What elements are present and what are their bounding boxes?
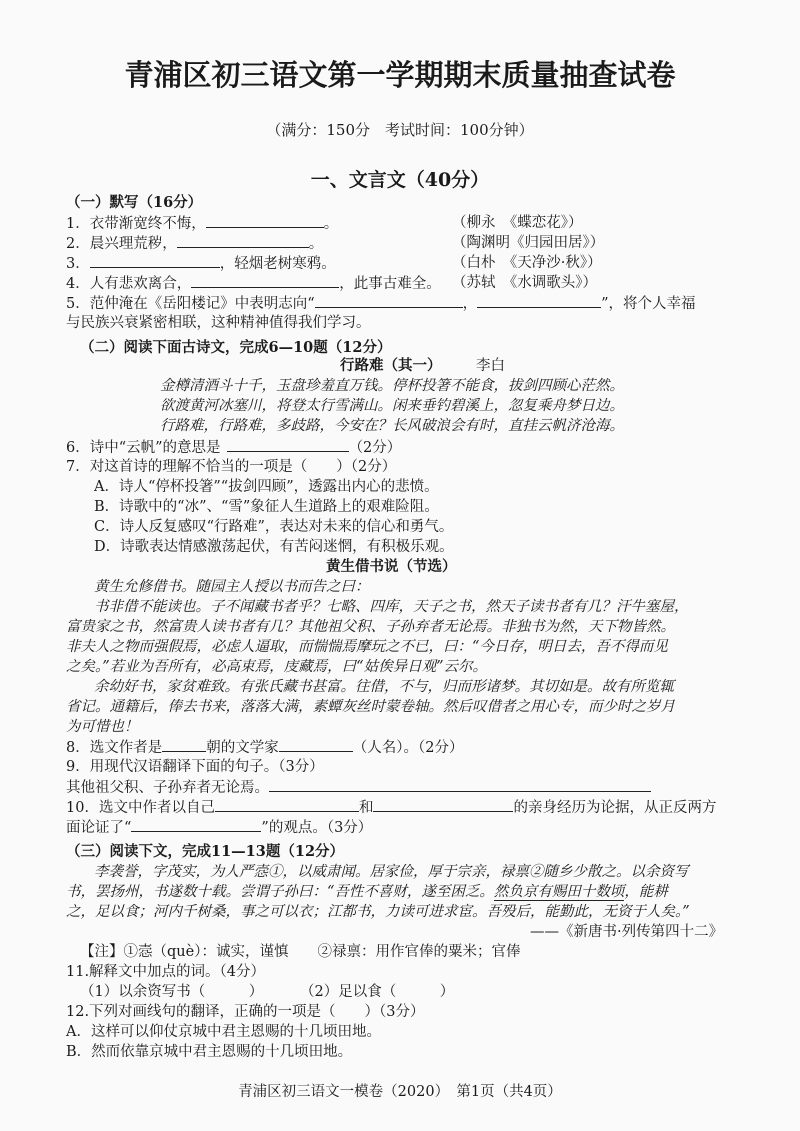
q10-and: 和: [358, 800, 374, 816]
q12: 12.下列对画线句的翻译，正确的一项是（ ）（3分）: [66, 1004, 425, 1020]
q3-text: 3．: [66, 256, 90, 272]
q4-source: （苏轼 《水调歌头》）: [452, 275, 597, 291]
page-footer: 青浦区初三语文一模卷（2020） 第1页（共4页）: [238, 1084, 562, 1100]
q5: [66, 293, 696, 314]
q10-blank-1: [215, 797, 359, 812]
part1-heading: （一）默写（16分）: [66, 194, 203, 211]
q5-text: 5．范仲淹在《岳阳楼记》中表明志向“: [66, 296, 315, 312]
q3-source: （白朴 《天净沙·秋》）: [452, 255, 602, 271]
q2-blank: [177, 233, 309, 248]
q5-cont: 与民族兴衰紧密相联，这种精神值得我们学习。: [66, 315, 371, 331]
q9-blank: [269, 777, 651, 792]
q6: [66, 437, 401, 458]
part3-source: ——《新唐书·列传第四十二》: [530, 924, 724, 940]
essay-line: 富贵家之书，然富贵人读书者有几？其他祖父积、子孙弃者无论焉。非独书为然，天下物皆然。: [66, 619, 675, 635]
essay-line: 黄生允修借书。随园主人授以书而告之曰：: [94, 579, 370, 595]
q5-blank-1: [315, 293, 463, 308]
q5-comma: ，: [462, 296, 478, 312]
q4: [66, 273, 441, 294]
part3-line-tail: ，能耕: [624, 884, 668, 900]
q4-blank: [191, 273, 339, 288]
q2-tail: 。: [308, 236, 324, 252]
q8-blank-2: [279, 737, 353, 752]
q8-text: 8．选文作者是: [66, 740, 163, 756]
poem-line: 行路难，行路难，多歧路，今安在？长风破浪会有时，直挂云帆济沧海。: [160, 418, 624, 434]
q8: [66, 737, 463, 758]
q10-blank-2: [373, 797, 513, 812]
part3-heading: （三）阅读下文，完成11—13题（12分）: [66, 843, 345, 860]
q1-tail: 。: [323, 216, 339, 232]
q6-score: （2分）: [348, 440, 402, 456]
essay-line: 省记。通籍后，俸去书来，落落大满，素蟫灰丝时蒙卷轴。然后叹借者之用心专，而少时之岁月: [66, 699, 675, 715]
q10-cont: [66, 817, 372, 838]
q3-tail: ，轻烟老树寒鸦。: [219, 256, 336, 272]
section-heading: 一、文言文（40分）: [310, 169, 490, 191]
q7: 7．对这首诗的理解不恰当的一项是（ ）（2分）: [66, 459, 397, 475]
q5-blank-2: [477, 293, 601, 308]
q7-option-b: B．诗歌中的“冰”、“雪”象征人生道路上的艰难险阻。: [94, 499, 439, 515]
q6-text: 6．诗中“云帆”的意思是: [66, 440, 221, 456]
poem-author: 李白: [476, 358, 505, 374]
essay-title: 黄生借书说（节选）: [326, 558, 457, 575]
part2-heading: （二）阅读下面古诗文，完成6—10题（12分）: [80, 339, 392, 356]
q8-mid: 朝的文学家: [206, 740, 279, 756]
q1: [66, 213, 338, 234]
q5-tail: ”，将个人幸福: [601, 296, 696, 312]
q7-option-c: C．诗人反复感叹“行路难”，表达对未来的信心和勇气。: [94, 519, 454, 535]
essay-line: 为可惜也！: [66, 719, 139, 735]
q1-source: （柳永 《蝶恋花》）: [452, 215, 583, 231]
q2-source: （陶渊明《归园田居》）: [452, 235, 605, 251]
poem-title: 行路难（其一）: [340, 357, 442, 374]
q2: [66, 233, 323, 254]
q11-item-1: （1）以余资写书（ ）: [80, 984, 264, 1000]
essay-line: 之矣。”若业为吾所有，必高束焉，庋藏焉，曰“姑俟异日观”云尔。: [66, 659, 487, 675]
q10-tail: 的亲身经历为论据，从正反两方: [513, 800, 717, 816]
q10-cont-tail: ”的观点。（3分）: [261, 820, 373, 836]
q8-blank-1: [162, 737, 206, 752]
q11-item-2: （2）足以食（ ）: [300, 984, 455, 1000]
part3-line: [66, 882, 668, 902]
part3-line: 之，足以食；河内千树桑，事之可以衣；江都书，力读可进求宦。吾殁后，能勤此，无资于人矣。”: [66, 904, 690, 920]
q1-text: 1．衣带渐宽终不悔，: [66, 216, 206, 232]
part3-line: 李袭誉，字茂实，为人严悫①，以威肃闻。居家俭，厚于宗亲，禄禀②随乡少散之。以余资写: [94, 864, 689, 880]
essay-line: 余幼好书，家贫难致。有张氏藏书甚富。往借，不与，归而形诸梦。其切如是。故有所览辄: [94, 679, 674, 695]
q2-text: 2．晨兴理荒秽，: [66, 236, 177, 252]
q9-sentence: [66, 777, 651, 798]
q10-blank-3: [131, 817, 261, 832]
part3-line-text: 书，罢扬州，书遂数十载。尝谓子孙曰：“吾性不喜财，遂至困乏。: [66, 884, 494, 900]
q1-blank: [206, 213, 324, 228]
q10: [66, 797, 716, 818]
q8-tail: （人名）。（2分）: [352, 740, 464, 756]
poem-line: 欲渡黄河冰塞川，将登太行雪满山。闲来垂钓碧溪上，忽复乘舟梦日边。: [160, 398, 624, 414]
q9-sentence-text: 其他祖父积、子孙弃者无论焉。: [66, 780, 269, 796]
q12-option-b: B．然而依靠京城中君主恩赐的十几顷田地。: [66, 1044, 353, 1060]
q10-cont-text: 面论证了“: [66, 820, 132, 836]
q9: 9．用现代汉语翻译下面的句子。（3分）: [66, 759, 324, 775]
q4-tail: ，此事古难全。: [339, 276, 441, 292]
q11: 11.解释文中加点的词。（4分）: [66, 964, 266, 980]
poem-line: 金樽清酒斗十千，玉盘珍羞直万钱。停杯投箸不能食，拔剑四顾心茫然。: [160, 378, 624, 394]
essay-line: 书非借不能读也。子不闻藏书者乎？七略、四库，天子之书，然天子读书者有几？汗牛塞屋，: [94, 599, 689, 615]
q7-option-a: A．诗人“停杯投箸”“拔剑四顾”，透露出内心的悲愤。: [94, 479, 439, 495]
q10-text: 10．选文中作者以自己: [66, 800, 215, 816]
q3-blank: [90, 253, 220, 268]
underlined-sentence: 然负京有赐田十数顷: [493, 884, 625, 900]
part3-note: 【注】①悫（què）：诚实，谨慎 ②禄禀：用作官俸的粟米；官俸: [80, 944, 521, 960]
q3: [66, 253, 336, 274]
exam-info: （满分：150分 考试时间：100分钟）: [266, 121, 534, 139]
essay-line: 非夫人之物而强假焉，必虑人逼取，而惴惴焉摩玩之不已，曰：“今日存，明日去，吾不得而见: [66, 639, 668, 655]
q7-option-d: D．诗歌表达情感激荡起伏，有苦闷迷惘，有积极乐观。: [94, 539, 454, 555]
q4-text: 4．人有悲欢离合，: [66, 276, 192, 292]
q6-blank: [227, 437, 349, 452]
page-title: 青浦区初三语文第一学期期末质量抽查试卷: [124, 58, 676, 92]
q12-option-a: A．这样可以仰仗京城中君主恩赐的十几顷田地。: [66, 1024, 381, 1040]
